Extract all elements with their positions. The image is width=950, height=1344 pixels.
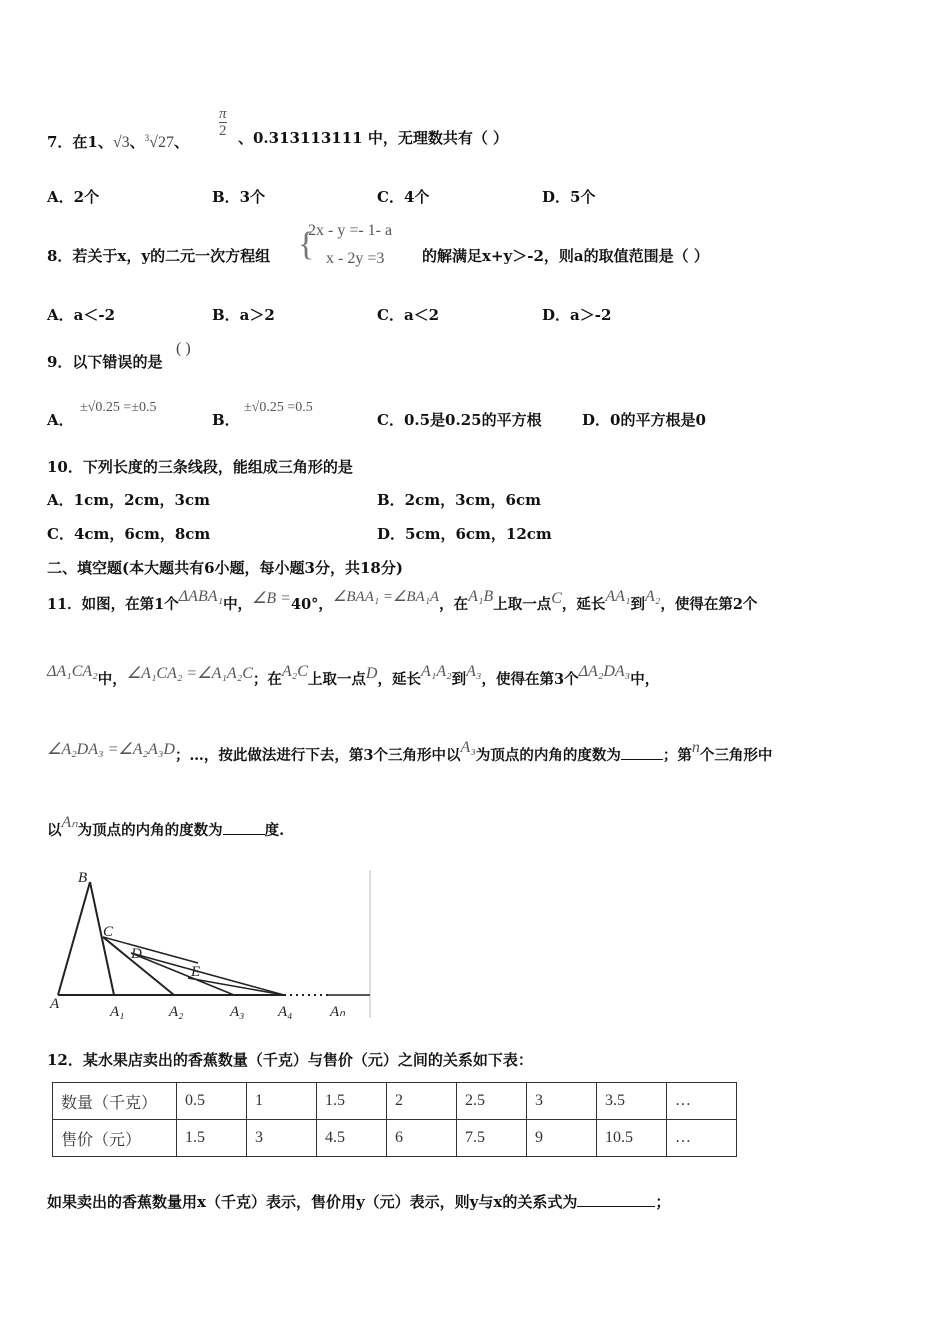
q11-seg-a2c: A₂C <box>281 663 308 680</box>
q11-answer-blank-1[interactable] <box>621 745 663 760</box>
table-row <box>53 1083 737 1120</box>
fig-label-a2: A₂ <box>169 1004 184 1020</box>
q7-cbrt27: √27 <box>149 134 174 151</box>
table-header-price: 售价（元） <box>53 1120 177 1157</box>
q9-a-expr: ±√0.25 =±0.5 <box>80 400 157 415</box>
q7-sqrt3: √3 <box>112 134 130 151</box>
q11-triangle-3: ΔA₂DA₃ <box>578 663 631 680</box>
q11-angle-eq-2: ∠A₁CA₂ =∠A₁A₂C <box>126 665 253 682</box>
q10-option-c: C．4cm，6cm，8cm <box>47 525 211 543</box>
q11-l2-text: 中， <box>97 671 127 688</box>
q11-seg-aa1: AA₁ <box>605 588 631 605</box>
q8-option-c: C．a＜2 <box>377 306 440 324</box>
q11-point-a2: A₂ <box>644 588 661 605</box>
q11-point-a3-ref: A₃ <box>460 739 476 756</box>
q11-line-2 <box>47 663 660 690</box>
q8-eq1: 2x - y =- 1- a <box>308 222 393 239</box>
q8-option-a: A．a＜-2 <box>47 306 116 324</box>
fig-label-e: E <box>191 964 201 980</box>
figure-side-ea4 <box>188 978 284 995</box>
table-cell: 1.5 <box>177 1120 247 1157</box>
q8-option-d: D．a＞-2 <box>542 306 612 324</box>
q12-answer-blank[interactable] <box>577 1192 655 1207</box>
q9-stem: 9．以下错误的是 <box>47 353 163 371</box>
q11-l2-text: ，使得在第3个 <box>481 671 579 688</box>
q11-l1-text: ，使得在第2个 <box>660 596 758 613</box>
q10-stem: 10．下列长度的三条线段，能组成三角形的是 <box>47 458 353 476</box>
fig-label-a: A <box>50 996 60 1012</box>
figure-side-d-a4 <box>131 953 284 995</box>
q7-sep1: 、 <box>129 133 145 151</box>
q7-sep2: 、 <box>173 133 189 151</box>
q11-var-n: n <box>691 739 700 756</box>
table-cell: 3 <box>247 1120 317 1157</box>
q11-point-d: D <box>365 665 378 682</box>
q12-stem: 12．某水果店卖出的香蕉数量（千克）与售价（元）之间的关系如下表： <box>47 1051 533 1069</box>
q7-frac-num: π <box>219 106 227 122</box>
table-cell: 2 <box>387 1083 457 1120</box>
q12-table <box>52 1082 737 1157</box>
q11-l1-text: 上取一点 <box>493 596 552 613</box>
q10-option-b: B．2cm，3cm，6cm <box>377 491 542 509</box>
q11-l2-text: 上取一点 <box>307 671 366 688</box>
q7-option-a: A．2个 <box>47 188 100 206</box>
q11-triangle-2: ΔA₁CA₂ <box>47 663 98 680</box>
fig-label-a4: A₄ <box>278 1004 293 1020</box>
q11-angle-eq-3: ∠A₂DA₃ =∠A₂A₃D <box>47 741 175 758</box>
table-cell: 6 <box>387 1120 457 1157</box>
q11-point-an: Aₙ <box>61 814 78 831</box>
q9-a-label: A． <box>47 411 74 429</box>
q11-l3-text: ；第 <box>662 747 692 764</box>
q11-seg-a1b: A₁B <box>468 588 494 605</box>
q8-suffix: 的解满足x+y＞-2，则a的取值范围是（ ） <box>422 247 709 265</box>
q8-option-b: B．a＞2 <box>212 306 275 324</box>
fig-label-a1: A₁ <box>110 1004 125 1020</box>
q7-cbrt-index: 3 <box>144 133 150 143</box>
q11-line-4 <box>47 814 285 841</box>
q11-line-1 <box>47 588 758 615</box>
q9-paren: ( ) <box>176 340 191 357</box>
q9-b-label: B． <box>212 411 240 429</box>
fig-label-b: B <box>78 870 88 886</box>
q8-prefix: 8．若关于x，y的二元一次方程组 <box>47 247 271 265</box>
q11-l1-text: 到 <box>630 596 645 613</box>
q9-option-c: C．0.5是0.25的平方根 <box>377 411 542 429</box>
q11-angle-eq-1: ∠BAA₁ =∠BA₁A <box>332 589 440 605</box>
q7-suffix: 、0.313113111 中，无理数共有（ ） <box>238 129 509 147</box>
q11-l2-text: 中， <box>630 671 660 688</box>
q7-prefix: 7．在1、 <box>47 133 113 151</box>
q11-l3-text: ；…，按此做法进行下去，第3个三角形中以 <box>174 747 461 764</box>
q11-l3-text: 个三角形中 <box>699 747 773 764</box>
q11-l1-text: ，在 <box>439 596 469 613</box>
q10-option-d: D．5cm，6cm，12cm <box>377 525 552 543</box>
q8-eq2: x - 2y =3 <box>326 250 385 267</box>
table-cell: 3 <box>527 1083 597 1120</box>
table-cell: 1 <box>247 1083 317 1120</box>
q11-l2-text: ；在 <box>252 671 282 688</box>
fig-label-a3: A₃ <box>230 1004 245 1020</box>
table-cell: 7.5 <box>457 1120 527 1157</box>
q7-pi-over-2 <box>219 106 227 139</box>
q11-figure <box>48 866 373 1021</box>
q7-option-d: D．5个 <box>542 188 596 206</box>
q11-l2-text: ，延长 <box>377 671 421 688</box>
section-2-heading: 二、填空题(本大题共有6小题，每小题3分，共18分) <box>47 559 403 577</box>
q7-frac-den: 2 <box>219 123 227 139</box>
table-cell: 9 <box>527 1120 597 1157</box>
table-cell: … <box>667 1120 737 1157</box>
table-cell: 10.5 <box>597 1120 667 1157</box>
q11-l1-text: ，延长 <box>561 596 606 613</box>
q11-triangle-1: ΔABA₁ <box>178 588 224 605</box>
table-cell: 0.5 <box>177 1083 247 1120</box>
table-cell: 1.5 <box>317 1083 387 1120</box>
q10-option-a: A．1cm，2cm，3cm <box>47 491 210 509</box>
q11-point-a3: A₃ <box>466 663 482 680</box>
q8-brace: { <box>298 226 315 263</box>
fig-label-d: D <box>131 946 142 962</box>
q11-l4-text: 以 <box>47 822 62 839</box>
q11-l2-text: 到 <box>451 671 467 688</box>
q9-b-expr: ±√0.25 =0.5 <box>244 400 313 415</box>
q11-line-3 <box>47 739 773 766</box>
q11-l3-text: 为顶点的内角的度数为 <box>475 747 621 764</box>
q12-question-text: 如果卖出的香蕉数量用x（千克）表示，售价用y（元）表示，则y与x的关系式为 <box>47 1193 578 1211</box>
q9-option-d: D．0的平方根是0 <box>582 411 706 429</box>
table-cell: 3.5 <box>597 1083 667 1120</box>
q11-point-c: C <box>551 590 562 607</box>
question-7 <box>47 128 189 153</box>
table-row <box>53 1120 737 1157</box>
q11-l4-text: 为顶点的内角的度数为 <box>77 822 223 839</box>
q11-l1-text: 40°， <box>290 596 333 613</box>
fig-label-c: C <box>103 924 114 940</box>
q7-option-b: B．3个 <box>212 188 266 206</box>
fig-label-an: Aₙ <box>330 1004 346 1020</box>
q11-answer-blank-2[interactable] <box>223 820 265 835</box>
q7-option-c: C．4个 <box>377 188 430 206</box>
table-cell: 2.5 <box>457 1083 527 1120</box>
q12-question <box>47 1192 670 1212</box>
figure-side-ab <box>58 882 90 995</box>
table-cell: 4.5 <box>317 1120 387 1157</box>
q11-l4-text: 度. <box>264 822 285 839</box>
q11-seg-a1a2: A₁A₂ <box>420 663 452 680</box>
q11-l1-text: 中， <box>223 596 253 613</box>
q12-end: ； <box>655 1193 671 1211</box>
table-header-quantity: 数量（千克） <box>53 1083 177 1120</box>
q11-l1-text: 11．如图，在第1个 <box>47 596 179 613</box>
q11-angle-b: ∠B = <box>252 590 291 607</box>
table-cell: … <box>667 1083 737 1120</box>
